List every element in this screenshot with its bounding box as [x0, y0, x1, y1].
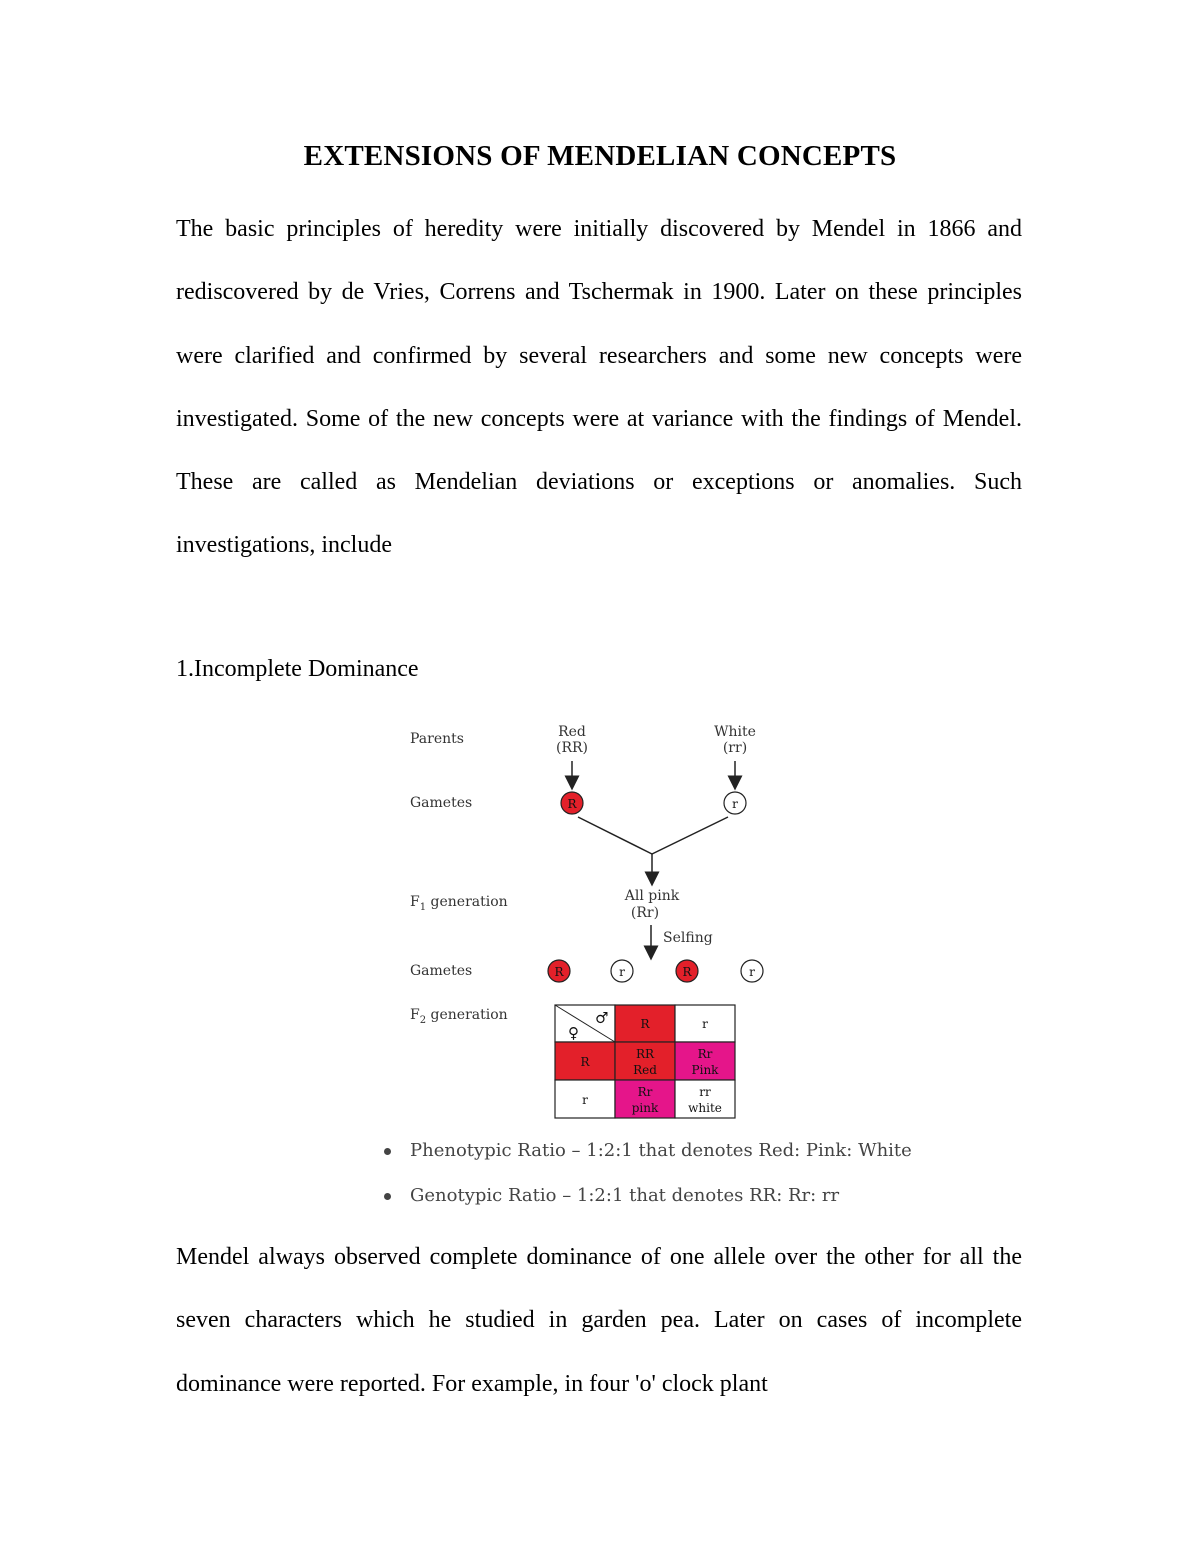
parent-white-genotype: (rr) — [722, 740, 748, 756]
punnett-header-text: R — [640, 1017, 650, 1031]
male-symbol: ♂ — [595, 1009, 609, 1027]
f1-phenotype: All pink — [624, 888, 680, 904]
f2-generation-label: $F_2$ generation — [410, 1007, 508, 1026]
f2-gamete-text: r — [619, 965, 625, 979]
punnett-cell-phenotype: pink — [631, 1101, 659, 1115]
f2-gamete-text: R — [554, 965, 564, 979]
gametes-label-2: Gametes — [410, 963, 473, 979]
punnett-cell-genotype: Rr — [697, 1047, 713, 1061]
parents-label: Parents — [410, 731, 464, 747]
cross-line-left — [578, 817, 652, 854]
punnett-cell-phenotype: white — [688, 1101, 722, 1115]
f1-generation-label: $F_1$ generation — [410, 894, 508, 913]
punnett-cell-phenotype: Pink — [691, 1063, 719, 1077]
punnett-header-text: R — [580, 1055, 590, 1069]
punnett-square — [555, 1005, 735, 1118]
document-title: EXTENSIONS OF MENDELIAN CONCEPTS — [303, 140, 897, 172]
punnett-cell-genotype: RR — [635, 1047, 655, 1061]
genotypic-ratio-item: Genotypic Ratio – 1:2:1 that denotes RR: Rr: rr — [384, 1183, 912, 1228]
f2-gamete-text: R — [682, 965, 692, 979]
parent-white-label: White — [714, 724, 756, 740]
selfing-label: Selfing — [663, 930, 713, 946]
cross-line-right — [652, 817, 728, 854]
punnett-cell-phenotype: Red — [633, 1063, 657, 1077]
section-heading: 1.Incomplete Dominance — [176, 656, 419, 682]
punnett-header-text: r — [702, 1017, 708, 1031]
gametes-label: Gametes — [410, 795, 473, 811]
parent-red-genotype: (RR) — [555, 740, 589, 756]
f1-genotype: (Rr) — [630, 905, 660, 921]
parent-red-label: Red — [558, 724, 586, 740]
intro-paragraph: The basic principles of heredity were initially discovered by Mendel in 1866 and rediscovered by de Vries, Correns and Tschermak in 1900. Later on these principles were clarified and confirmed by several researchers and some new concepts were investigated. Some of the new concepts were at variance with the findings of Mendel. These are called as Mendelian deviations or exceptions or anomalies. Such investigations, include — [176, 216, 1022, 559]
body-paragraph: Mendel always observed complete dominance of one allele over the other for all the seven characters which he studied in garden pea. Later on cases of incomplete dominance were reported. For example, in four 'o' clock plant — [176, 1244, 1022, 1397]
phenotypic-ratio-item: Phenotypic Ratio – 1:2:1 that denotes Red: Pink: White — [384, 1138, 912, 1183]
punnett-cell-genotype: Rr — [637, 1085, 653, 1099]
female-symbol: ♀ — [568, 1024, 579, 1042]
gamete-white-text: r — [732, 797, 738, 811]
ratio-list — [384, 1138, 912, 1228]
punnett-cell-genotype: rr — [699, 1085, 711, 1099]
gamete-red-text: R — [567, 797, 577, 811]
punnett-header-text: r — [582, 1093, 588, 1107]
f2-gamete-text: r — [749, 965, 755, 979]
